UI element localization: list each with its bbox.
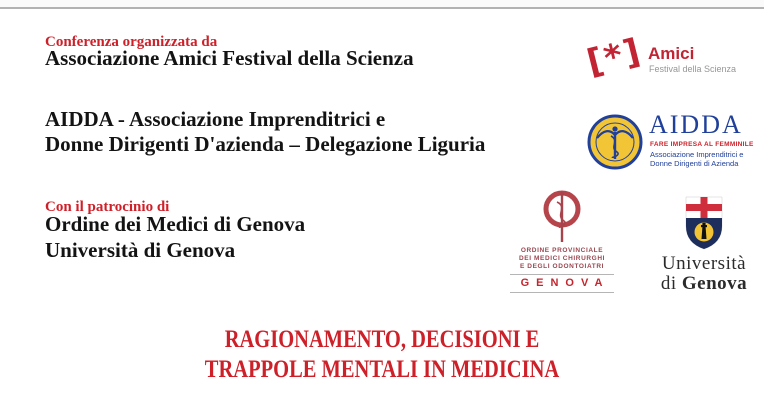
unige-logo-line2: [650, 274, 758, 294]
aidda-caduceus-icon: [587, 114, 643, 170]
organizer-aidda-line1: AIDDA - Associazione Imprenditrici e: [45, 107, 386, 131]
event-title-line2: TRAPPOLE MENTALI IN MEDICINA: [204, 356, 560, 383]
event-title: [69, 325, 695, 385]
aidda-logo-subtitle-line1: Associazione Imprenditrici e: [650, 150, 744, 159]
unige-shield-icon: [685, 196, 723, 250]
ordine-medici-logo: [510, 188, 614, 293]
ordine-logo-line2: DEI MEDICI CHIRURGHI: [518, 255, 606, 262]
aidda-logo-subtitle-line2: Donne Dirigenti di Azienda: [650, 159, 739, 168]
ordine-logo-line1: ORDINE PROVINCIALE: [520, 247, 604, 254]
organizer-aidda-line2: Donne Dirigenti D'azienda – Delegazione Liguria: [45, 132, 486, 156]
ordine-logo-line3: E DEGLI ODONTOIATRI: [519, 263, 605, 270]
aidda-logo: [585, 112, 757, 174]
unige-logo-di: di: [660, 273, 682, 294]
festival-brackets-icon: [*]: [582, 30, 646, 84]
festival-logo-name: Amici: [648, 44, 695, 63]
patron-universita: Università di Genova: [45, 238, 236, 262]
festival-scienza-logo: [582, 30, 755, 93]
top-bar: [0, 0, 764, 9]
organizer-festival-name: Associazione Amici Festival della Scienza: [45, 46, 414, 70]
unige-logo-genova: Genova: [681, 273, 748, 294]
patron-ordine-medici: Ordine dei Medici di Genova: [45, 212, 306, 236]
aidda-logo-tagline: FARE IMPRESA AL FEMMINILE: [650, 141, 754, 148]
patronage-label: Con il patrocinio di: [45, 199, 170, 215]
unige-logo-line1: Università: [661, 253, 747, 274]
universita-genova-logo: [650, 196, 758, 294]
organized-by-label: Conferenza organizzata da: [45, 34, 218, 50]
aidda-logo-name: AIDDA: [649, 110, 743, 139]
festival-logo-subtitle: Festival della Scienza: [649, 64, 737, 74]
event-title-line1: RAGIONAMENTO, DECISIONI E: [224, 326, 540, 353]
ordine-serpent-staff-icon: [539, 188, 585, 244]
ordine-logo-city: GENOVA: [510, 274, 614, 293]
